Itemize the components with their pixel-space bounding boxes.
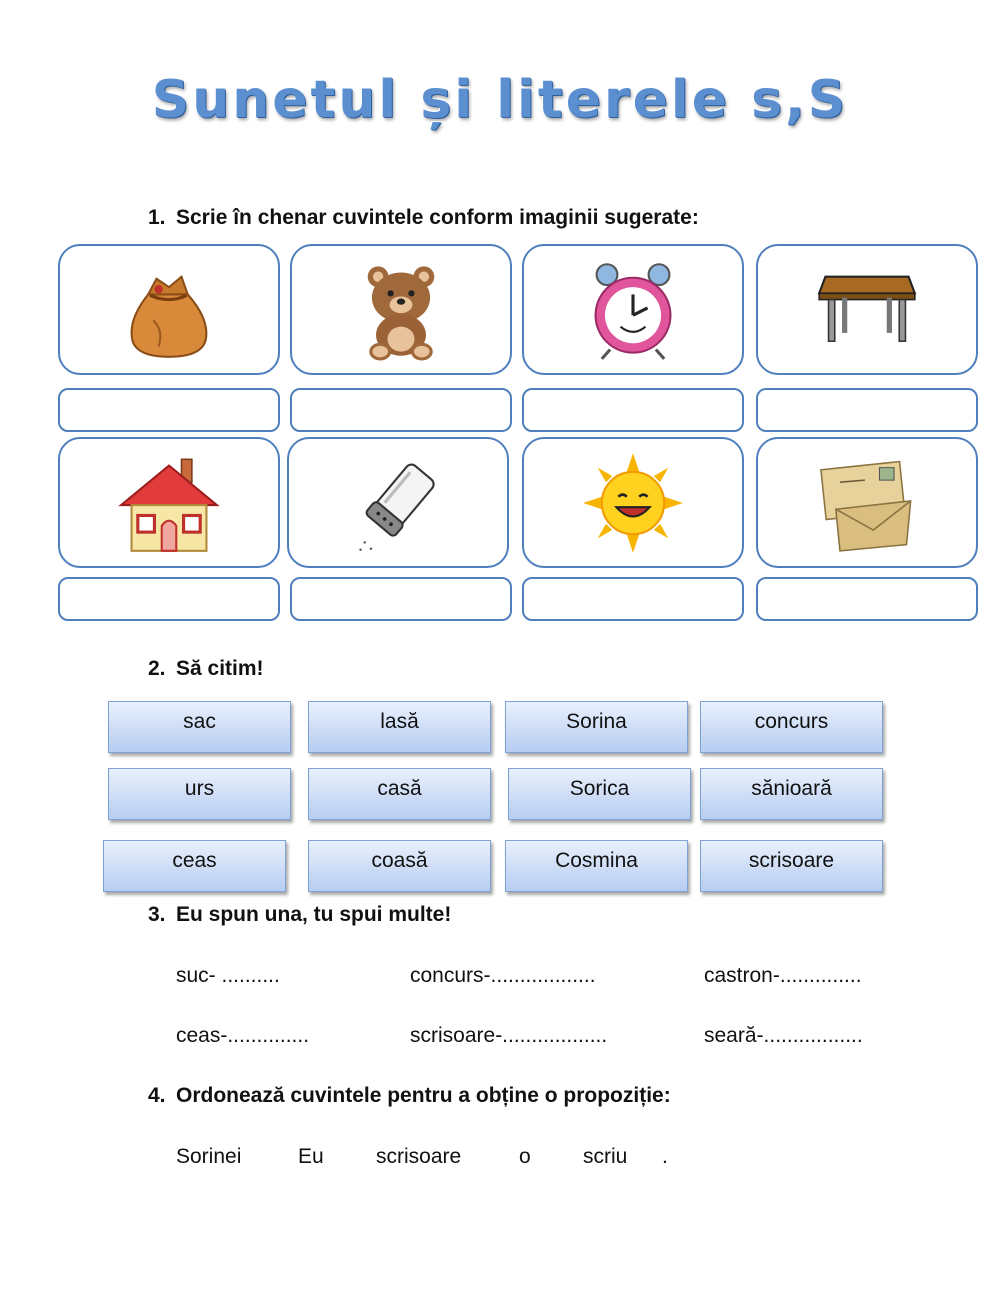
word-tile: lasă [308,701,491,753]
answer-box-2[interactable] [290,388,512,432]
answer-box-5[interactable] [58,577,280,621]
scrambled-word: Sorinei [176,1145,242,1168]
plural-exercise-item: castron-.............. [704,964,862,987]
sun-icon [581,451,685,555]
picture-card-house [58,437,280,568]
picture-card-table [756,244,978,375]
plural-exercise-item: scrisoare-.................. [410,1024,608,1047]
plural-exercise-item: concurs-.................. [410,964,596,987]
word-tile: Cosmina [505,840,688,892]
section-4-heading [148,1084,671,1108]
word-tile: concurs [700,701,883,753]
section-2-number: 2. [148,657,166,680]
scrambled-word: o [519,1145,531,1168]
picture-card-alarm-clock [522,244,744,375]
answer-box-6[interactable] [290,577,512,621]
word-tile: ceas [103,840,286,892]
section-2-heading [148,657,264,681]
answer-box-7[interactable] [522,577,744,621]
table-icon [802,258,932,362]
section-1-heading [148,206,699,230]
picture-card-envelope [756,437,978,568]
plural-exercise-item: suc- .......... [176,964,280,987]
house-icon [104,451,234,555]
plural-exercise-item: seară-................. [704,1024,863,1047]
plural-exercise-item: ceas-.............. [176,1024,310,1047]
section-4-number: 4. [148,1084,166,1107]
envelope-icon [815,451,919,555]
scrambled-word: . [662,1145,668,1168]
answer-box-8[interactable] [756,577,978,621]
alarm-clock-icon [581,258,685,362]
word-tile: sac [108,701,291,753]
picture-card-teddy-bear [290,244,512,375]
scrambled-word: scrisoare [376,1145,462,1168]
word-tile: casă [308,768,491,820]
sack-icon [117,258,221,362]
section-2-text: Să citim! [176,657,264,680]
picture-card-sun [522,437,744,568]
section-3-text: Eu spun una, tu spui multe! [176,903,452,926]
page-title: Sunetul și literele s,S [151,70,849,130]
scrambled-word: Eu [298,1145,324,1168]
scrambled-word: scriu [583,1145,628,1168]
picture-card-sack [58,244,280,375]
section-3-heading [148,903,451,927]
section-3-number: 3. [148,903,166,926]
word-tile: coasă [308,840,491,892]
word-tile: Sorica [508,768,691,820]
teddy-bear-icon [349,258,453,362]
word-tile: Sorina [505,701,688,753]
picture-card-salt-shaker [287,437,509,568]
word-tile: urs [108,768,291,820]
section-1-number: 1. [148,206,166,229]
word-tile: scrisoare [700,840,883,892]
answer-box-3[interactable] [522,388,744,432]
answer-box-4[interactable] [756,388,978,432]
section-1-text: Scrie în chenar cuvintele conform imaginii sugerate: [176,206,699,229]
word-tile: sănioară [700,768,883,820]
section-4-text: Ordonează cuvintele pentru a obține o propoziție: [176,1084,671,1107]
salt-shaker-icon [346,451,450,555]
answer-box-1[interactable] [58,388,280,432]
